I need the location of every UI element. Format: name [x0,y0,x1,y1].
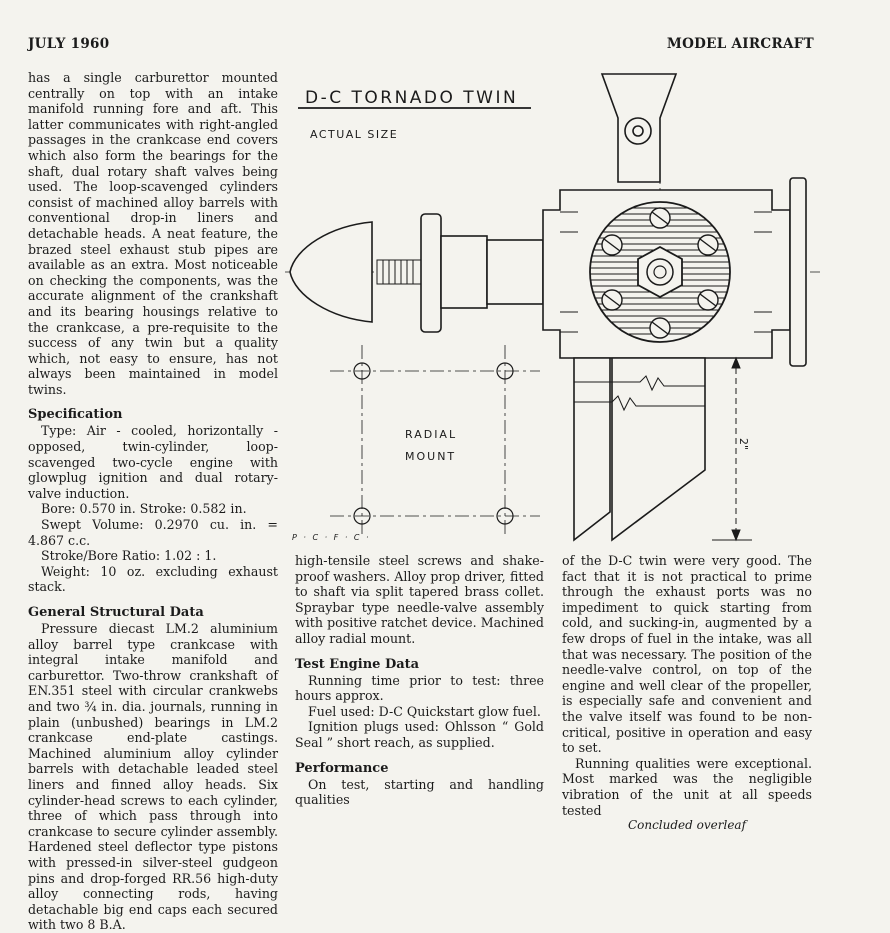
exhaust-stack-right [612,358,705,540]
intro-paragraph: has a single carburettor mounted centrally on top with an intake manifold running fore and aft. This latter communicates with right-angled passages in the crankcase end covers which also form the bearings for the shaft, dual rotary shaft valves being used. The loop-scavenged cylinders consist of machined alloy barrels with conventional drop-in liners and detachable heads. A neat feature, the brazed steel exhaust stub pipes are available as an extra. Most noticeable on checking the components, was the accurate alignment of the crankshaft and its bearing housings relative to the crankcase, a pre-requisite to the success of any twin but a quality which, not easy to ensure, has not always been maintained in model twins. [28,70,278,397]
column-1 [28,70,278,933]
running-paragraph: Running qualities were exceptional. Most marked was the negligible vibration of the unit at all speeds tested [562,755,812,818]
head-screws [602,208,718,338]
test-running: Running time prior to test: three hours approx. [295,672,544,704]
spec-weight: Weight: 10 oz. excluding exhaust stack. [28,563,278,595]
glowplug-hex [638,247,682,297]
glowplug-body [647,259,673,285]
spec-type: Type: Air - cooled, horizontally - opposed, twin-cylinder, loop-scavenged two-cycle engine with glowplug ignition and dual rotary-valve induction. [28,423,278,501]
column-2 [295,553,544,808]
test-heading: Test Engine Data [295,656,420,672]
gsd-heading: General Structural Data [28,605,204,620]
break-line-2 [574,396,705,410]
dimension-line [712,358,752,540]
spec-bore: Bore: 0.570 in. Stroke: 0.582 in. [41,501,247,517]
test-fuel: Fuel used: D-C Quickstart glow fuel. [308,703,541,719]
drawing-title: D-C TORNADO TWIN [305,88,519,108]
mount-label: MOUNT [405,450,457,463]
spinner [290,222,372,322]
dimension-label: 2" [737,438,750,451]
exhaust-stack-left [574,358,610,540]
threaded-shaft [377,260,422,284]
spec-ratio: Stroke/Bore Ratio: 1.02 : 1. [41,548,217,564]
test-plugs: Ignition plugs used: Ohlsson “ Gold Seal ” short reach, as supplied. [295,719,544,750]
header-right: MODEL AIRCRAFT [666,36,814,52]
break-line [574,376,705,390]
cylinder-head [590,202,730,342]
needle-valve-inner [633,126,643,136]
needle-valve [625,118,651,144]
radial-label: RADIAL [405,428,458,441]
glowplug-tip [654,266,666,278]
side-fins [560,212,772,332]
actual-size-label: ACTUAL SIZE [310,128,399,141]
spec-heading: Specification [28,407,123,423]
front-housing [487,240,543,304]
drawing-credit: P · C · F · C · [292,533,371,542]
performance-paragraph: of the D-C twin were very good. The fact that it is not practical to prime through the exhaust ports was no impediment to quick starting from cold, and sucking-in, augmented by a few drops of fuel in the intake, was all that was necessary. The position of the needle-valve control, on top of the engine and well clear of the propeller, is especially safe and convenient and the valve itself was found to be non-critical, positive in operation and easy to set. [562,553,812,756]
gsd-continued: high-tensile steel screws and shake-proof washers. Alloy prop driver, fitted to shaft via split tapered brass collet. Spraybar type needle-valve assembly with positive ratchet device. Machined alloy radial mount. [295,553,544,646]
crankcase [543,190,790,358]
cylinder-fins [590,208,730,334]
prop-driver-hub [441,236,487,308]
concluded-overleaf: Concluded overleaf [627,818,747,833]
rear-cover [790,178,806,366]
centre-lines [285,120,820,535]
intake-stack [602,74,676,182]
mount-holes [354,363,513,524]
column-3 [562,553,812,834]
prop-driver [421,214,441,332]
header-left: JULY 1960 [28,36,110,52]
gsd-paragraph: Pressure diecast LM.2 aluminium alloy barrel type crankcase with integral intake manifold and carburettor. Two-throw crankshaft of EN.351 steel with circular crankwebs and two ¾ in. dia. journals, running in plain (unbushed) bearings in LM.2 crankcase end-plate castings. Machined aluminium alloy cylinder barrels with detachable leaded steel liners and finned alloy heads. Six cylinder-head screws to each cylinder, three of which pass through into crankcase to secure cylinder assembly. Hardened steel deflector type pistons with pressed-in silver-steel gudgeon pins and drop-forged RR.56 high-duty alloy connecting rods, having detachable big end caps each secured with two 8 B.A. [28,621,278,933]
performance-text: On test, starting and handling qualities [295,776,544,808]
performance-heading: Performance [295,760,389,776]
spec-volume: Swept Volume: 0.2970 cu. in. = 4.867 c.c. [28,517,278,548]
